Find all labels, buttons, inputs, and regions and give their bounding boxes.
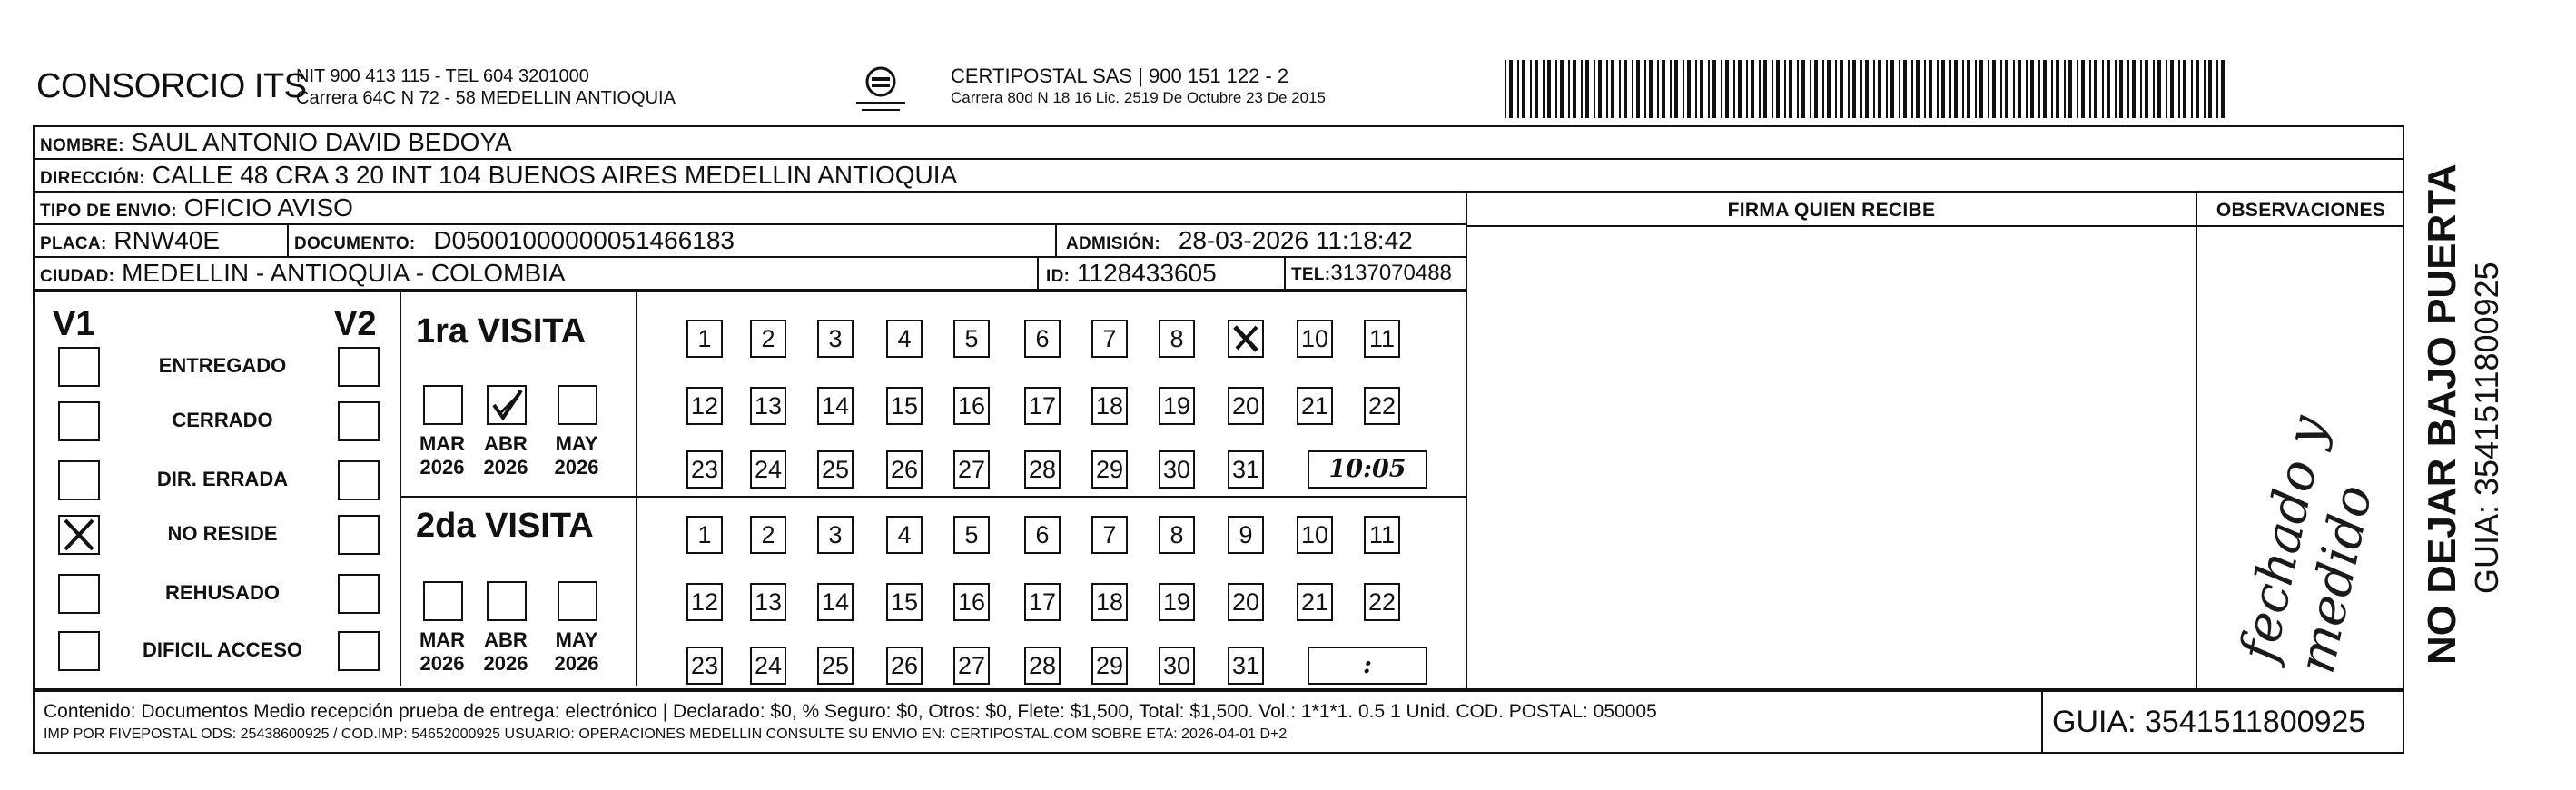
day-box[interactable]: 25 [817, 647, 854, 685]
barcode-bar [1954, 60, 1958, 118]
barcode-bar [2068, 60, 2072, 118]
barcode-bar [2196, 60, 2199, 118]
day-box[interactable]: 17 [1024, 583, 1061, 621]
month-checkbox[interactable] [558, 581, 597, 621]
barcode-bar [1670, 60, 1672, 118]
barcode-bar [1962, 60, 1964, 118]
barcode-bar [2157, 60, 2161, 118]
day-box[interactable]: 6 [1024, 516, 1061, 554]
day-box[interactable]: 7 [1091, 320, 1128, 358]
day-box[interactable]: 27 [953, 450, 990, 489]
divider [636, 292, 637, 686]
day-box[interactable]: 23 [686, 647, 723, 685]
barcode-bar [1594, 60, 1595, 118]
barcode-bar [1967, 60, 1970, 118]
barcode-bar [1636, 60, 1640, 118]
second-visit-title: 2da VISITA [416, 507, 594, 545]
day-box[interactable]: 24 [750, 450, 786, 489]
v2-label: V2 [334, 305, 377, 343]
month-checkbox[interactable] [558, 385, 597, 425]
barcode-bar [1763, 60, 1767, 118]
barcode-bar [2119, 60, 2123, 118]
day-box[interactable]: 28 [1024, 647, 1061, 685]
barcode-bar [2077, 60, 2078, 118]
month-year-label [474, 432, 538, 479]
barcode-bar [2216, 60, 2218, 118]
day-box[interactable]: 17 [1024, 387, 1061, 425]
day-box[interactable]: 15 [886, 387, 923, 425]
barcode-bar [1560, 60, 1564, 118]
barcode-bar [1873, 60, 1875, 118]
certipostal-line: CERTIPOSTAL SAS | 900 151 122 - 2 [951, 64, 1289, 87]
footer-contenido: Contenido: Documentos Medio recepción prueba de entrega: electrónico | Declarado: $0, % Seguro: $0, Otros: $0, Flete: $1,500, Total: $1,500. Vol.: 1*1*1. 0.5 1 Unid. COD. POSTAL: 050005 [44, 701, 1657, 722]
day-box[interactable]: 28 [1024, 450, 1061, 489]
barcode-bar [1695, 60, 1697, 118]
barcode-bar [1657, 60, 1659, 118]
status-option-label: NO RESIDE [167, 522, 278, 545]
ciudad-row: CIUDAD: MEDELLIN - ANTIOQUIA - COLOMBIA ID: 1128433605 TEL:3137070488 [35, 258, 1467, 291]
time-box[interactable]: : [1308, 647, 1427, 685]
day-box[interactable]: 6 [1024, 320, 1061, 358]
day-box[interactable]: 5 [953, 516, 990, 554]
month-label: MAR [419, 432, 466, 455]
barcode-bar [2064, 60, 2066, 118]
day-box[interactable]: 23 [686, 450, 723, 489]
barcode-bar [1733, 60, 1735, 118]
barcode-bar [1585, 60, 1589, 118]
day-box[interactable]: 11 [1364, 320, 1400, 358]
barcode-bar [1988, 60, 1989, 118]
month-checkbox[interactable] [423, 581, 463, 621]
barcode-bar [1979, 60, 1983, 118]
day-box[interactable]: 19 [1159, 387, 1195, 425]
day-box[interactable]: 1 [686, 320, 723, 358]
day-box[interactable]: 10 [1297, 516, 1333, 554]
tipo-row: TIPO DE ENVIO: OFICIO AVISO [35, 193, 1467, 225]
barcode-bar [1700, 60, 1703, 118]
barcode-bar [2132, 60, 2136, 118]
barcode-bar [1505, 60, 1506, 118]
footer-imp: IMP POR FIVEPOSTAL ODS: 25438600925 / COD.IMP: 54652000925 USUARIO: OPERACIONES MEDELLIN CONSULTE SU ENVIO EN: CERTIPOSTAL.COM SOBRE ETA: 2026-04-01 D+2 [44, 726, 1288, 742]
barcode-bar [1624, 60, 1627, 118]
barcode-bar [1860, 60, 1862, 118]
month-year-label [410, 432, 474, 479]
barcode-bar [1899, 60, 1900, 118]
barcode-bar [2140, 60, 2142, 118]
month-year-label [545, 628, 608, 676]
year-label: 2026 [554, 652, 599, 675]
barcode-bar [1929, 60, 1932, 118]
barcode-bar [1708, 60, 1710, 118]
barcode-bar [1848, 60, 1850, 118]
barcode-bar [1975, 60, 1977, 118]
day-box[interactable]: 7 [1091, 516, 1128, 554]
barcode-bar [2115, 60, 2117, 118]
observaciones-header: OBSERVACIONES [2216, 200, 2386, 221]
barcode-bar [1619, 60, 1621, 118]
barcode-bar [1890, 60, 1894, 118]
check-mark-icon [489, 387, 525, 423]
day-box[interactable]: 2 [750, 516, 786, 554]
divider [401, 496, 1467, 498]
v2-checkbox[interactable] [338, 631, 380, 671]
barcode-bar [1776, 60, 1780, 118]
placa-value: RNW40E [114, 226, 221, 254]
status-option-label: REHUSADO [165, 581, 280, 604]
barcode-bar [1784, 60, 1786, 118]
barcode-bar [1649, 60, 1653, 118]
year-label: 2026 [483, 456, 528, 479]
divider [1466, 193, 1467, 690]
id-value: 1128433605 [1077, 259, 1217, 287]
day-box[interactable]: 8 [1159, 320, 1195, 358]
barcode-bar [2038, 60, 2040, 118]
day-box[interactable]: 3 [817, 320, 854, 358]
time-box[interactable]: 10:05 [1308, 450, 1427, 489]
barcode-bar [2094, 60, 2097, 118]
barcode-bar [1517, 60, 1519, 118]
barcode-bar [2178, 60, 2180, 118]
footer-frame [33, 690, 2404, 754]
day-box[interactable]: 22 [1364, 583, 1400, 621]
barcode-bar [2043, 60, 2047, 118]
barcode-bar [2030, 60, 2034, 118]
month-checkbox[interactable] [487, 581, 527, 621]
documento-value: D05001000000051466183 [433, 226, 735, 254]
day-box[interactable]: 3 [817, 516, 854, 554]
day-box[interactable]: 19 [1159, 583, 1195, 621]
check-x-icon [60, 517, 98, 553]
day-box[interactable]: 14 [817, 583, 854, 621]
barcode-bar [1759, 60, 1761, 118]
month-checkbox[interactable] [423, 385, 463, 425]
barcode-bar [1903, 60, 1907, 118]
day-box[interactable]: 16 [953, 387, 990, 425]
barcode-bar [2018, 60, 2021, 118]
v2-checkbox[interactable] [338, 347, 380, 387]
barcode-bar [1878, 60, 1881, 118]
barcode-bar [2005, 60, 2008, 118]
barcode-bar [1949, 60, 1951, 118]
tel-value: 3137070488 [1330, 261, 1452, 285]
day-box[interactable]: 13 [750, 387, 786, 425]
barcode-bar [1810, 60, 1811, 118]
status-option-label: DIFICIL ACCESO [142, 638, 302, 661]
barcode-bar [2107, 60, 2110, 118]
barcode-bar [1535, 60, 1538, 118]
barcode-bar [1822, 60, 1824, 118]
barcode-bar [2170, 60, 2174, 118]
barcode-bar [1644, 60, 1646, 118]
status-option-label: ENTREGADO [158, 354, 287, 377]
day-box[interactable]: 21 [1297, 583, 1333, 621]
day-box[interactable]: 5 [953, 320, 990, 358]
footer-guia: GUIA: 3541511800925 [2052, 705, 2366, 739]
barcode-bar [1852, 60, 1856, 118]
company-name: CONSORCIO ITS [36, 67, 307, 105]
day-box[interactable]: 29 [1091, 450, 1128, 489]
month-label: MAY [555, 628, 598, 651]
direccion-row: DIRECCIÓN: CALLE 48 CRA 3 20 INT 104 BUENOS AIRES MEDELLIN ANTIOQUIA [35, 160, 2404, 193]
barcode-bar [1746, 60, 1748, 118]
barcode [1503, 60, 2229, 120]
v1-label: V1 [53, 305, 95, 343]
month-label: ABR [484, 432, 528, 455]
barcode-bar [2208, 60, 2212, 118]
day-box[interactable]: 16 [953, 583, 990, 621]
barcode-bar [1581, 60, 1583, 118]
barcode-bar [2166, 60, 2167, 118]
day-box[interactable]: 31 [1228, 450, 1264, 489]
barcode-bar [2000, 60, 2002, 118]
year-label: 2026 [483, 652, 528, 675]
v1-checkbox[interactable] [58, 401, 100, 441]
barcode-bar [1865, 60, 1869, 118]
barcode-bar [1712, 60, 1716, 118]
admision-value: 28-03-2026 11:18:42 [1178, 226, 1413, 254]
first-visit-title: 1ra VISITA [416, 312, 587, 351]
barcode-bar [1789, 60, 1792, 118]
barcode-bar [2013, 60, 2015, 118]
month-checkbox[interactable] [487, 385, 527, 425]
barcode-bar [2102, 60, 2104, 118]
day-box[interactable]: 27 [953, 647, 990, 685]
barcode-bar [1568, 60, 1570, 118]
barcode-bar [1992, 60, 1996, 118]
certipostal-logo-icon [849, 64, 913, 118]
barcode-bar [1924, 60, 1926, 118]
v1-checkbox[interactable] [58, 515, 100, 555]
barcode-bar [1725, 60, 1729, 118]
v1-checkbox[interactable] [58, 460, 100, 500]
barcode-bar [1814, 60, 1818, 118]
day-box[interactable]: 29 [1091, 647, 1128, 685]
barcode-bar [1827, 60, 1831, 118]
day-box[interactable]: 10 [1297, 320, 1333, 358]
day-box[interactable]: 21 [1297, 387, 1333, 425]
barcode-bar [2127, 60, 2129, 118]
month-year-label [474, 628, 538, 676]
barcode-bar [1797, 60, 1799, 118]
day-box[interactable]: 9 [1228, 516, 1264, 554]
v1-checkbox[interactable] [58, 574, 100, 614]
month-year-label [410, 628, 474, 676]
day-box[interactable]: 12 [686, 583, 723, 621]
ciudad-value: MEDELLIN - ANTIOQUIA - COLOMBIA [122, 259, 566, 287]
nit-line: NIT 900 413 115 - TEL 604 3201000 [296, 66, 589, 86]
day-box[interactable]: 30 [1159, 647, 1195, 685]
barcode-bar [1509, 60, 1513, 118]
month-label: MAR [419, 628, 466, 651]
barcode-bar [2204, 60, 2206, 118]
status-option-label: CERRADO [172, 409, 273, 431]
firma-header: FIRMA QUIEN RECIBE [1727, 200, 1936, 221]
barcode-bar [2056, 60, 2059, 118]
barcode-bar [1662, 60, 1665, 118]
divider [400, 292, 401, 686]
barcode-bar [1937, 60, 1939, 118]
year-label: 2026 [419, 456, 465, 479]
barcode-bar [2081, 60, 2085, 118]
barcode-bar [1687, 60, 1691, 118]
certipostal-address: Carrera 80d N 18 16 Lic. 2519 De Octubre 23 De 2015 [951, 89, 1326, 106]
day-box[interactable]: 2 [750, 320, 786, 358]
day-box[interactable]: 20 [1228, 387, 1264, 425]
side-warning: NO DEJAR BAJO PUERTA [2420, 163, 2464, 665]
direccion-value: CALLE 48 CRA 3 20 INT 104 BUENOS AIRES MEDELLIN ANTIOQUIA [152, 161, 958, 189]
day-box[interactable]: 18 [1091, 387, 1128, 425]
address-line: Carrera 64C N 72 - 58 MEDELLIN ANTIOQUIA [296, 88, 676, 108]
day-box[interactable]: 13 [750, 583, 786, 621]
barcode-bar [1941, 60, 1945, 118]
barcode-bar [1683, 60, 1684, 118]
month-label: MAY [555, 432, 598, 455]
barcode-bar [1606, 60, 1608, 118]
day-box[interactable]: 1 [686, 516, 723, 554]
year-label: 2026 [554, 456, 599, 479]
company-info [296, 65, 676, 109]
barcode-bar [1751, 60, 1754, 118]
status-option-label: DIR. ERRADA [156, 468, 289, 490]
v1-checkbox[interactable] [58, 347, 100, 387]
divider [2196, 193, 2197, 690]
barcode-bar [2153, 60, 2155, 118]
barcode-bar [1543, 60, 1545, 118]
barcode-bar [1721, 60, 1722, 118]
barcode-bar [1522, 60, 1525, 118]
barcode-bar [1911, 60, 1913, 118]
day-box[interactable] [1228, 320, 1264, 358]
barcode-bar [1555, 60, 1557, 118]
barcode-bar [2026, 60, 2028, 118]
barcode-bar [1598, 60, 1602, 118]
barcode-bar [2191, 60, 2193, 118]
day-box[interactable]: 14 [817, 387, 854, 425]
day-box[interactable]: 4 [886, 516, 923, 554]
day-box[interactable]: 12 [686, 387, 723, 425]
day-box[interactable]: 15 [886, 583, 923, 621]
barcode-bar [2221, 60, 2225, 118]
check-x-icon [1229, 321, 1262, 356]
year-label: 2026 [419, 652, 465, 675]
barcode-bar [1530, 60, 1532, 118]
day-box[interactable]: 24 [750, 647, 786, 685]
barcode-bar [1886, 60, 1888, 118]
side-guia: GUIA: 3541511800925 [2468, 262, 2505, 594]
day-box[interactable]: 25 [817, 450, 854, 489]
observaciones-handwriting: fechado y medido [2229, 410, 2384, 679]
divider [35, 291, 1467, 292]
barcode-bar [1611, 60, 1614, 118]
barcode-bar [1916, 60, 1920, 118]
barcode-bar [1840, 60, 1843, 118]
barcode-bar [1632, 60, 1633, 118]
barcode-bar [1674, 60, 1678, 118]
barcode-bar [1835, 60, 1837, 118]
nombre-row: NOMBRE: SAUL ANTONIO DAVID BEDOYA [35, 127, 2404, 160]
day-box[interactable]: 11 [1364, 516, 1400, 554]
month-year-label [545, 432, 608, 479]
barcode-bar [1547, 60, 1551, 118]
v2-checkbox[interactable] [338, 401, 380, 441]
barcode-bar [2183, 60, 2186, 118]
day-box[interactable]: 30 [1159, 450, 1195, 489]
v2-checkbox[interactable] [338, 460, 380, 500]
v1-checkbox[interactable] [58, 631, 100, 671]
divider [1467, 225, 2404, 227]
nombre-value: SAUL ANTONIO DAVID BEDOYA [131, 128, 512, 156]
day-box[interactable]: 4 [886, 320, 923, 358]
certipostal-info [951, 65, 1326, 109]
barcode-bar [1738, 60, 1742, 118]
v2-checkbox[interactable] [338, 574, 380, 614]
tipo-value: OFICIO AVISO [183, 193, 353, 222]
barcode-bar [2089, 60, 2091, 118]
day-box[interactable]: 18 [1091, 583, 1128, 621]
v2-checkbox[interactable] [338, 515, 380, 555]
barcode-bar [2145, 60, 2148, 118]
day-box[interactable]: 26 [886, 647, 923, 685]
day-box[interactable]: 26 [886, 450, 923, 489]
day-box[interactable]: 20 [1228, 583, 1264, 621]
barcode-bar [1573, 60, 1576, 118]
placa-row: PLACA: RNW40E DOCUMENTO: D05001000000051466183 ADMISIÓN: 28-03-2026 11:18:42 [35, 225, 1467, 258]
barcode-bar [1772, 60, 1773, 118]
day-box[interactable]: 31 [1228, 647, 1264, 685]
month-label: ABR [484, 628, 528, 651]
day-box[interactable]: 8 [1159, 516, 1195, 554]
day-box[interactable]: 22 [1364, 387, 1400, 425]
barcode-bar [1801, 60, 1805, 118]
barcode-bar [2051, 60, 2053, 118]
